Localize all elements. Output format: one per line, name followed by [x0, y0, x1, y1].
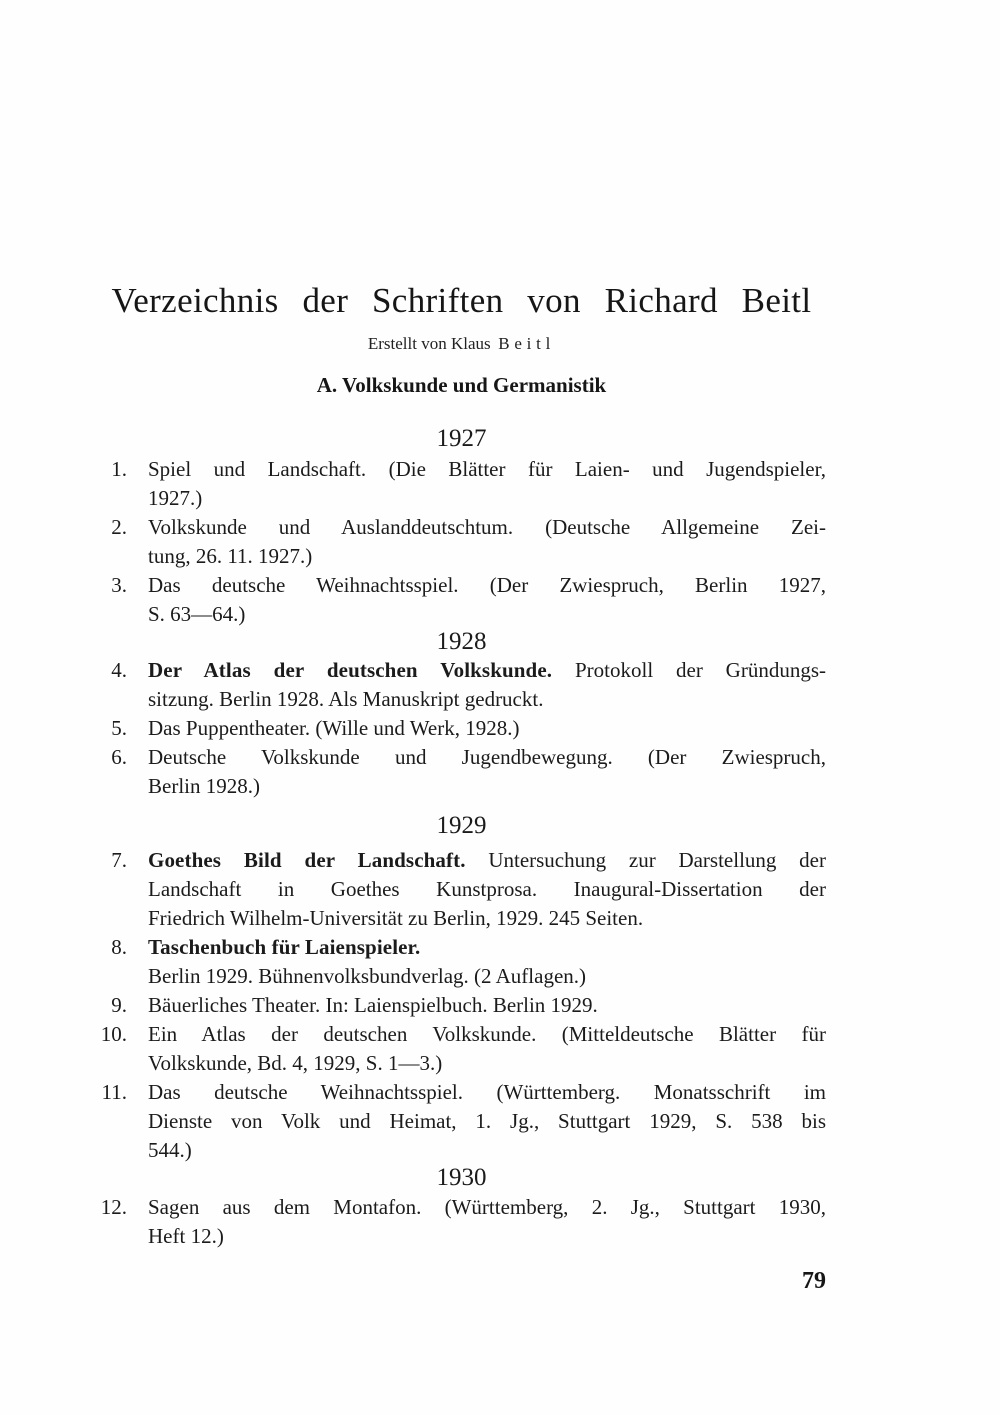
item-text-line: [148, 1193, 826, 1222]
item-text: [148, 714, 826, 743]
year-heading: 1927: [436, 425, 487, 452]
year-heading: 1930: [436, 1164, 487, 1191]
item-number: 3.: [111, 573, 127, 597]
list-item: [97, 933, 826, 991]
item-text: [148, 846, 826, 933]
item-text: [148, 1020, 826, 1078]
item-line-text: Bäuerliches Theater. In: Laienspielbuch. Berlin 1929.: [148, 993, 598, 1017]
item-line-text: Landschaft in Goethes Kunstprosa. Inaugural-Dissertation der: [148, 877, 826, 901]
item-line-text: Protokoll der Gründungs-: [552, 658, 826, 682]
item-bold-lead: Der Atlas der deutschen Volkskunde.: [148, 658, 553, 682]
item-text-line: [148, 1078, 826, 1107]
item-text: [148, 455, 826, 513]
year-section: [97, 629, 826, 801]
item-text: [148, 656, 826, 714]
list-item: [97, 714, 826, 743]
item-number: 9.: [111, 993, 127, 1017]
page-number: 79: [802, 1268, 826, 1294]
item-text-line: [148, 714, 826, 743]
item-number: 5.: [111, 716, 127, 740]
item-text-line: [148, 875, 826, 904]
list-item: [97, 743, 826, 801]
item-line-text: Heft 12.): [148, 1224, 224, 1248]
item-number: 4.: [111, 658, 127, 682]
item-text-line: [148, 1020, 826, 1049]
item-number: 7.: [111, 848, 127, 872]
item-number: 2.: [111, 515, 127, 539]
bibliography-list: [97, 426, 826, 1251]
item-text: [148, 571, 826, 629]
item-line-text: Untersuchung zur Darstellung der: [465, 848, 826, 872]
item-text-line: [148, 1222, 826, 1251]
item-text-line: [148, 933, 826, 962]
item-text-line: [148, 455, 826, 484]
item-number: 11.: [101, 1080, 127, 1104]
item-number: 8.: [111, 935, 127, 959]
page-title: Verzeichnis der Schriften von Richard Beitl: [111, 281, 812, 320]
year-heading: 1928: [436, 628, 487, 655]
item-text-line: [148, 1136, 826, 1165]
year-heading: 1929: [436, 812, 487, 839]
list-item: [97, 656, 826, 714]
item-number: 12.: [100, 1195, 127, 1219]
byline-prefix: Erstellt von Klaus: [367, 334, 491, 353]
item-line-text: Deutsche Volkskunde und Jugendbewegung. (Der Zwiespruch,: [148, 745, 826, 769]
item-text-line: [148, 484, 826, 513]
byline: [97, 335, 826, 353]
item-text-line: [148, 1049, 826, 1078]
item-text-line: [148, 743, 826, 772]
item-line-text: Das deutsche Weihnachtsspiel. (Der Zwiespruch, Berlin 1927,: [148, 573, 826, 597]
item-text-line: [148, 600, 826, 629]
item-bold-lead: Taschenbuch für Laienspieler.: [148, 935, 421, 959]
year-section: [97, 1165, 826, 1251]
item-line-text: Dienste von Volk und Heimat, 1. Jg., Stuttgart 1929, S. 538 bis: [148, 1109, 826, 1133]
item-line-text: Sagen aus dem Montafon. (Württemberg, 2. Jg., Stuttgart 1930,: [148, 1195, 826, 1219]
item-line-text: Berlin 1928.): [148, 774, 260, 798]
year-section: [97, 813, 826, 1165]
item-line-text: 544.): [148, 1138, 192, 1162]
item-text: [148, 1193, 826, 1251]
item-text-line: [148, 962, 826, 991]
item-line-text: S. 63—64.): [148, 602, 246, 626]
list-item: [97, 455, 826, 513]
item-line-text: Ein Atlas der deutschen Volkskunde. (Mitteldeutsche Blätter für: [148, 1022, 826, 1046]
item-text: [148, 1078, 826, 1165]
item-text-line: [148, 542, 826, 571]
item-text-line: [148, 772, 826, 801]
list-item: [97, 991, 826, 1020]
item-line-text: Volkskunde und Auslanddeutschtum. (Deutsche Allgemeine Zei-: [148, 515, 826, 539]
item-line-text: Spiel und Landschaft. (Die Blätter für Laien- und Jugendspieler,: [148, 457, 826, 481]
list-item: [97, 1020, 826, 1078]
item-text-line: [148, 571, 826, 600]
item-line-text: Volkskunde, Bd. 4, 1929, S. 1—3.): [148, 1051, 443, 1075]
item-text-line: [148, 656, 826, 685]
item-text: [148, 743, 826, 801]
list-item: [97, 513, 826, 571]
item-bold-lead: Goethes Bild der Landschaft.: [148, 848, 466, 872]
item-number: 1.: [111, 457, 127, 481]
item-text-line: [148, 991, 826, 1020]
item-line-text: Friedrich Wilhelm-Universität zu Berlin, 1929. 245 Seiten.: [148, 906, 644, 930]
item-text: [148, 933, 826, 991]
item-line-text: Das deutsche Weihnachtsspiel. (Württemberg. Monatsschrift im: [148, 1080, 826, 1104]
item-text-line: [148, 685, 826, 714]
item-text-line: [148, 1107, 826, 1136]
item-line-text: 1927.): [148, 486, 203, 510]
list-item: [97, 1193, 826, 1251]
byline-author-name: Beitl: [498, 334, 556, 353]
section-heading: A. Volkskunde und Germanistik: [316, 373, 607, 397]
item-text-line: [148, 904, 826, 933]
list-item: [97, 1078, 826, 1165]
item-line-text: Berlin 1929. Bühnenvolksbundverlag. (2 Auflagen.): [148, 964, 587, 988]
item-line-text: Das Puppentheater. (Wille und Werk, 1928.): [148, 716, 520, 740]
list-item: [97, 571, 826, 629]
item-number: 6.: [111, 745, 127, 769]
list-item: [97, 846, 826, 933]
year-section: [97, 426, 826, 629]
item-text: [148, 513, 826, 571]
item-text: [148, 991, 826, 1020]
item-line-text: tung, 26. 11. 1927.): [148, 544, 313, 568]
item-text-line: [148, 846, 826, 875]
item-number: 10.: [100, 1022, 127, 1046]
item-line-text: sitzung. Berlin 1928. Als Manuskript gedruckt.: [148, 687, 544, 711]
text-column: [97, 283, 826, 1294]
item-text-line: [148, 513, 826, 542]
